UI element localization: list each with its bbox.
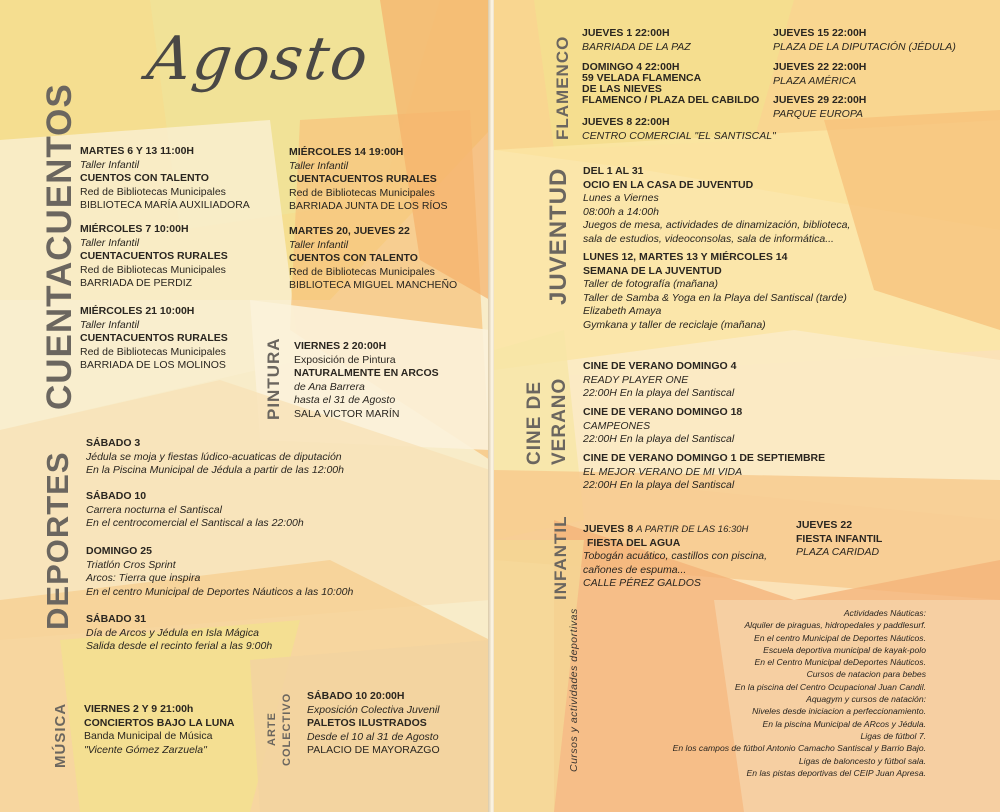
- cursos-notes: [673, 607, 926, 779]
- event-musica: [84, 703, 235, 757]
- event-line: DE LAS NIEVES: [582, 83, 662, 95]
- event-line: Arcos: Tierra que inspira: [86, 572, 201, 584]
- event-name: CINE DE VERANO DOMINGO 1 DE SEPTIEMBRE: [583, 452, 826, 464]
- section-label-deportes: DEPORTES: [40, 451, 75, 630]
- event-type: Taller Infantil: [289, 159, 349, 172]
- event-date: LUNES 12, MARTES 13 Y MIÉRCOLES 14: [583, 251, 788, 263]
- event-date: JUEVES 22 22:00H: [773, 61, 867, 73]
- note-line: Actividades Náuticas:: [843, 608, 926, 618]
- event-name: CUENTOS CON TALENTO: [289, 252, 418, 264]
- event-line: Carrera nocturna el Santiscal: [86, 503, 222, 516]
- page-title: Agosto: [143, 24, 374, 94]
- event-arte-colectivo: [307, 690, 440, 758]
- event-place: PLAZA AMÉRICA: [773, 74, 857, 87]
- event-until: hasta el 31 de Agosto: [294, 394, 396, 406]
- event-date: MIÉRCOLES 14 19:00H: [289, 146, 404, 158]
- event-place: BIBLIOTECA MARÍA AUXILIADORA: [80, 199, 250, 211]
- event-line: Jédula se moja y fiestas lúdico-acuaticas de diputación: [86, 450, 342, 463]
- event-line: En la Piscina Municipal de Jédula a partir de las 12:00h: [86, 464, 344, 476]
- note-line: En el Centro Municipal deDeportes Náuticos.: [754, 657, 926, 668]
- event-place: PARQUE EUROPA: [773, 107, 864, 120]
- event-date: JUEVES 22: [796, 519, 853, 531]
- note-line: Alquiler de piraguas, hidropedales y paddlesurf.: [744, 620, 926, 631]
- event-name: OCIO EN LA CASA DE JUVENTUD: [583, 178, 754, 191]
- event-type: Taller Infantil: [289, 238, 349, 251]
- event-name: CUENTACUENTOS RURALES: [80, 250, 228, 262]
- event-cuentos-talento-2: [289, 225, 457, 293]
- event-name: NATURALMENTE EN ARCOS: [294, 367, 439, 379]
- note-line: En la piscina del Centro Ocupacional Juan Candil.: [734, 681, 926, 692]
- event-date: MARTES 20, JUEVES 22: [289, 225, 410, 237]
- event-line: Día de Arcos y Jédula en Isla Mágica: [86, 626, 259, 639]
- note-line: En la piscina Municipal de ARcos y Jédula.: [762, 718, 926, 729]
- section-label-cine-de: CINE DE: [524, 380, 545, 465]
- event-type: Taller Infantil: [80, 236, 140, 249]
- event-name: FIESTA INFANTIL: [796, 532, 883, 545]
- event-line: sala de estudios, videoconsolas, sala de informática...: [583, 232, 834, 245]
- section-label-juventud: JUVENTUD: [545, 167, 572, 305]
- event-line: Taller de Samba & Yoga en la Playa del Santiscal (tarde): [583, 291, 847, 304]
- event-line: Gymkana y taller de reciclaje (mañana): [583, 318, 766, 331]
- event-deporte-domingo-25: [86, 545, 353, 599]
- event-name: FIESTA DEL AGUA: [587, 536, 681, 549]
- event-place: BARRIADA DE LA PAZ: [582, 40, 691, 53]
- event-organizer: Red de Bibliotecas Municipales: [80, 263, 226, 276]
- event-date: SÁBADO 3: [86, 437, 141, 449]
- note-line: Ligas de fútbol 7.: [860, 730, 926, 741]
- section-label-cuentacuentos: CUENTACUENTOS: [40, 83, 79, 410]
- event-name: CUENTOS CON TALENTO: [80, 172, 209, 184]
- event-line: Elizabeth Amaya: [583, 305, 662, 317]
- event-line: Tobogán acuático, castillos con piscina,: [583, 550, 768, 562]
- event-line: Banda Municipal de Música: [84, 730, 213, 742]
- event-cine-1-septiembre: [583, 452, 825, 493]
- event-name: PALETOS ILUSTRADOS: [307, 717, 427, 729]
- event-flamenco-jueves-1: [582, 27, 691, 54]
- note-line: Ligas de baloncesto y fútbol sala.: [798, 755, 926, 766]
- event-line: Salida desde el recinto ferial a las 9:00h: [86, 640, 273, 652]
- section-label-cursos: Cursos y actividades deportivas: [568, 608, 580, 772]
- event-place: BARRIADA DE PERDIZ: [80, 277, 193, 289]
- event-organizer: Red de Bibliotecas Municipales: [80, 185, 226, 198]
- event-date: JUEVES 29 22:00H: [773, 94, 867, 106]
- event-name: CINE DE VERANO DOMINGO 4: [583, 360, 737, 372]
- event-place: BIBLIOTECA MIGUEL MANCHEÑO: [289, 279, 458, 291]
- event-flamenco-jueves-8: [582, 116, 776, 143]
- event-place: BARRIADA DE LOS MOLINOS: [80, 359, 226, 371]
- event-film: EL MEJOR VERANO DE MI VIDA: [583, 465, 743, 478]
- event-cine-domingo-4: [583, 360, 736, 401]
- event-film: CAMPEONES: [583, 419, 651, 432]
- event-date: JUEVES 15 22:00H: [773, 27, 867, 39]
- event-flamenco-jueves-22: [773, 61, 866, 88]
- event-cuentacuentos-perdiz: [80, 223, 228, 291]
- event-place: PALACIO DE MAYORAZGO: [307, 744, 440, 756]
- event-fiesta-del-agua: [583, 523, 767, 591]
- event-flamenco-jueves-15: [773, 27, 956, 54]
- event-date: JUEVES 1 22:00H: [582, 27, 670, 39]
- event-name: SEMANA DE LA JUVENTUD: [583, 264, 722, 277]
- event-semana-juventud: [583, 251, 847, 332]
- event-type: Exposición de Pintura: [294, 353, 396, 366]
- event-deporte-sabado-3: [86, 437, 344, 478]
- event-date: MIÉRCOLES 21 10:00H: [80, 305, 195, 317]
- event-organizer: Red de Bibliotecas Municipales: [289, 186, 435, 199]
- event-date: DEL 1 AL 31: [583, 165, 644, 177]
- event-flamenco-jueves-29: [773, 94, 866, 121]
- section-label-musica: MÚSICA: [52, 702, 69, 768]
- event-type: Taller Infantil: [80, 318, 140, 331]
- note-line: En los campos de fútbol Antonio Camacho Santiscal y Barrio Bajo.: [672, 743, 926, 754]
- section-label-verano: VERANO: [549, 377, 570, 465]
- event-name: CUENTACUENTOS RURALES: [289, 173, 437, 185]
- left-page: [0, 0, 490, 812]
- event-deporte-sabado-31: [86, 613, 272, 654]
- event-time: A PARTIR DE LAS 16:30H: [636, 524, 749, 535]
- event-place: BARRIADA JUNTA DE LOS RÍOS: [289, 200, 448, 212]
- event-info: 22:00H En la playa del Santiscal: [583, 433, 735, 445]
- event-cuentacuentos-molinos: [80, 305, 228, 373]
- note-line: Cursos de natacion para bebes: [806, 669, 926, 680]
- event-line: "Vicente Gómez Zarzuela": [84, 743, 207, 756]
- note-line: Aquagym y cursos de natación:: [806, 694, 926, 705]
- section-label-arte: ARTE: [266, 712, 278, 746]
- section-label-pintura: PINTURA: [264, 337, 283, 420]
- note-line: Niveles desde iniciacion a perfeccionamiento.: [752, 706, 926, 717]
- event-date: VIERNES 2 20:00H: [294, 340, 387, 352]
- event-place: CENTRO COMERCIAL "EL SANTISCAL": [582, 129, 776, 142]
- event-cine-domingo-18: [583, 406, 742, 447]
- event-film: READY PLAYER ONE: [583, 373, 689, 386]
- section-label-infantil: INFANTIL: [551, 515, 570, 600]
- event-line: Triatlón Cros Sprint: [86, 558, 176, 571]
- event-place: SALA VICTOR MARÍN: [294, 407, 400, 420]
- event-date: SÁBADO 10: [86, 490, 147, 502]
- event-type: Exposición Colectiva Juvenil: [307, 703, 440, 716]
- event-date: DOMINGO 4 22:00H: [582, 61, 680, 73]
- event-line: Taller de fotografía (mañana): [583, 278, 719, 290]
- note-line: En el centro Municipal de Deportes Náuticos.: [754, 632, 926, 643]
- event-ocio-casa-juventud: [583, 165, 850, 246]
- event-line: Juegos de mesa, actividades de dinamización, biblioteca,: [583, 219, 851, 231]
- event-deporte-sabado-10: [86, 490, 304, 531]
- event-organizer: Red de Bibliotecas Municipales: [80, 345, 226, 358]
- right-page: [494, 0, 1000, 812]
- event-cuentos-talento-1: [80, 145, 250, 213]
- event-date: JUEVES 8: [583, 523, 634, 535]
- event-place: CALLE PÉREZ GALDOS: [583, 577, 701, 589]
- event-author: de Ana Barrera: [294, 380, 365, 393]
- event-date: MARTES 6 Y 13 11:00H: [80, 145, 195, 157]
- event-line: 08:00h a 14:00h: [583, 205, 659, 218]
- event-pintura: [294, 340, 439, 421]
- note-line: En las pistas deportivas del CEIP Juan Apresa.: [746, 767, 926, 778]
- event-line: En el centro Municipal de Deportes Náuticos a las 10:00h: [86, 585, 354, 598]
- note-line: Escuela deportiva municipal de kayak-polo: [763, 644, 926, 655]
- event-date: VIERNES 2 Y 9 21:00h: [84, 703, 194, 715]
- event-line: En el centrocomercial el Santiscal a las 22:00h: [86, 517, 304, 529]
- event-fiesta-infantil: [796, 519, 882, 560]
- event-date: SÁBADO 31: [86, 613, 147, 625]
- event-date: SÁBADO 10 20:00H: [307, 690, 405, 702]
- event-organizer: Red de Bibliotecas Municipales: [289, 265, 435, 278]
- event-place: PLAZA DE LA DIPUTACIÓN (JÉDULA): [773, 40, 956, 53]
- event-info: 22:00H En la playa del Santiscal: [583, 387, 735, 399]
- section-label-colectivo: COLECTIVO: [281, 692, 293, 766]
- event-name: CINE DE VERANO DOMINGO 18: [583, 406, 743, 418]
- event-info: 22:00H En la playa del Santiscal: [583, 479, 735, 491]
- event-name: CONCIERTOS BAJO LA LUNA: [84, 716, 235, 729]
- event-type: Taller Infantil: [80, 158, 140, 171]
- event-line: cañones de espuma...: [583, 563, 687, 576]
- event-date: DOMINGO 25: [86, 545, 152, 557]
- event-line: 59 VELADA FLAMENCA: [582, 72, 702, 84]
- event-line: FLAMENCO / PLAZA DEL CABILDO: [582, 94, 760, 106]
- event-line: Lunes a Viernes: [583, 192, 659, 204]
- event-place: PLAZA CARIDAD: [796, 546, 880, 558]
- event-date: MIÉRCOLES 7 10:00H: [80, 223, 189, 235]
- event-line: Desde el 10 al 31 de Agosto: [307, 730, 439, 743]
- event-date: JUEVES 8 22:00H: [582, 116, 670, 128]
- event-flamenco-domingo-4: [582, 62, 759, 106]
- event-name: CUENTACUENTOS RURALES: [80, 332, 228, 344]
- event-cuentacuentos-junta-rios: [289, 146, 448, 214]
- section-label-flamenco: FLAMENCO: [553, 35, 572, 140]
